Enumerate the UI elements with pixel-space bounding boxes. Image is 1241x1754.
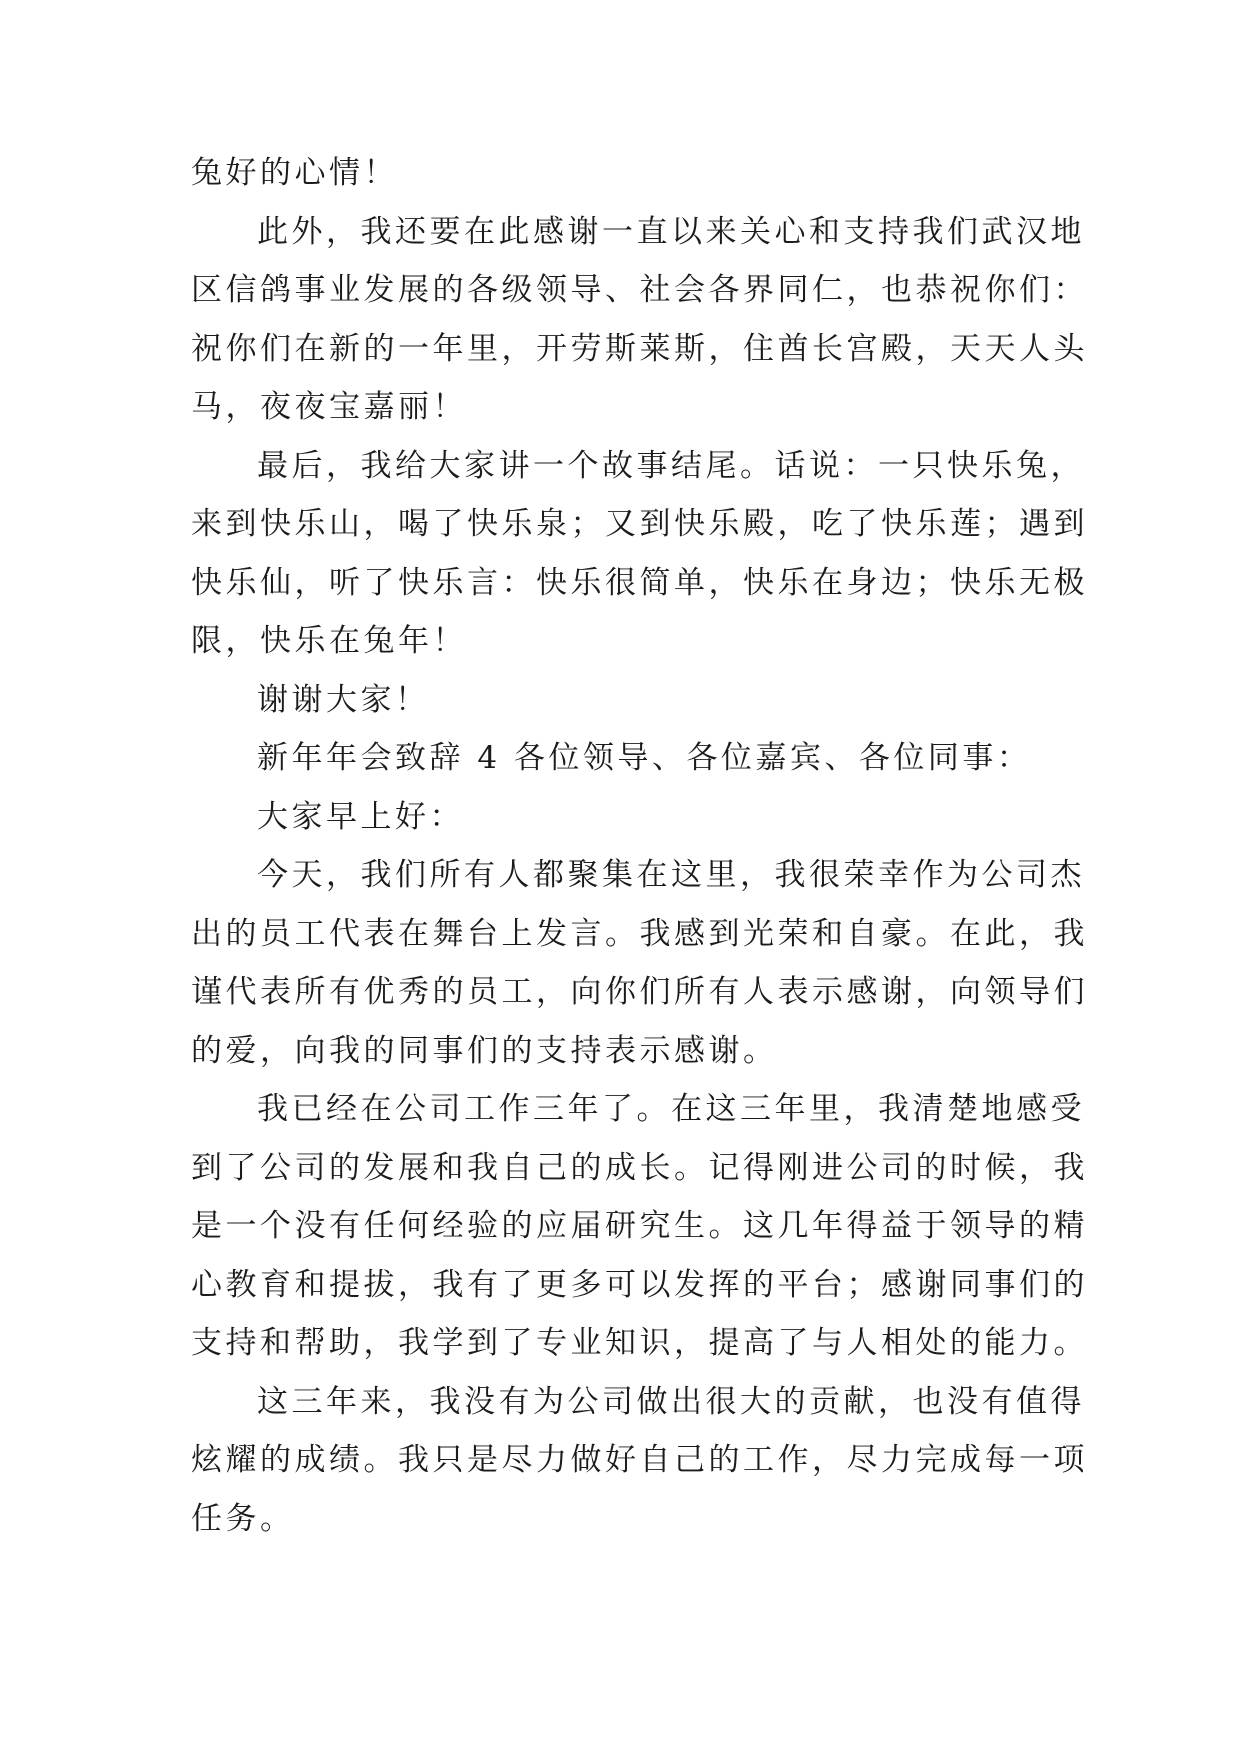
text-line: 出的员工代表在舞台上发言。我感到光荣和自豪。在此，我 [191, 916, 1088, 952]
text-line: 快乐仙，听了快乐言：快乐很简单，快乐在身边；快乐无极 [191, 565, 1088, 601]
text-line: 祝你们在新的一年里，开劳斯莱斯，住酋长宫殿，天天人头 [191, 331, 1088, 367]
closing-line: 谢谢大家！ [257, 682, 430, 718]
text-line: 是一个没有任何经验的应届研究生。这几年得益于领导的精 [191, 1208, 1088, 1244]
paragraph-first-line: 这三年来，我没有为公司做出很大的贡献，也没有值得 [257, 1384, 1085, 1420]
text-line: 心教育和提拔，我有了更多可以发挥的平台；感谢同事们的 [191, 1267, 1088, 1303]
greeting-line: 大家早上好： [257, 799, 464, 835]
text-line: 区信鸽事业发展的各级领导、社会各界同仁，也恭祝你们： [191, 272, 1088, 308]
paragraph-first-line: 我已经在公司工作三年了。在这三年里，我清楚地感受 [257, 1091, 1085, 1127]
text-line: 马，夜夜宝嘉丽！ [191, 389, 467, 425]
section-heading: 新年年会致辞 4 各位领导、各位嘉宾、各位同事： [257, 740, 1032, 776]
paragraph-first-line: 此外，我还要在此感谢一直以来关心和支持我们武汉地 [257, 214, 1085, 250]
paragraph-first-line: 最后，我给大家讲一个故事结尾。话说：一只快乐兔， [257, 448, 1085, 484]
text-line: 的爱，向我的同事们的支持表示感谢。 [191, 1033, 778, 1069]
paragraph-first-line: 今天，我们所有人都聚集在这里，我很荣幸作为公司杰 [257, 857, 1085, 893]
text-line: 来到快乐山，喝了快乐泉；又到快乐殿，吃了快乐莲；遇到 [191, 506, 1088, 542]
text-line: 炫耀的成绩。我只是尽力做好自己的工作，尽力完成每一项 [191, 1442, 1088, 1478]
text-line: 支持和帮助，我学到了专业知识，提高了与人相处的能力。 [191, 1325, 1088, 1361]
text-line: 到了公司的发展和我自己的成长。记得刚进公司的时候，我 [191, 1150, 1088, 1186]
text-line: 兔好的心情！ [191, 155, 398, 191]
text-line: 谨代表所有优秀的员工，向你们所有人表示感谢，向领导们 [191, 974, 1088, 1010]
text-line: 任务。 [191, 1501, 295, 1537]
text-line: 限，快乐在兔年！ [191, 623, 467, 659]
